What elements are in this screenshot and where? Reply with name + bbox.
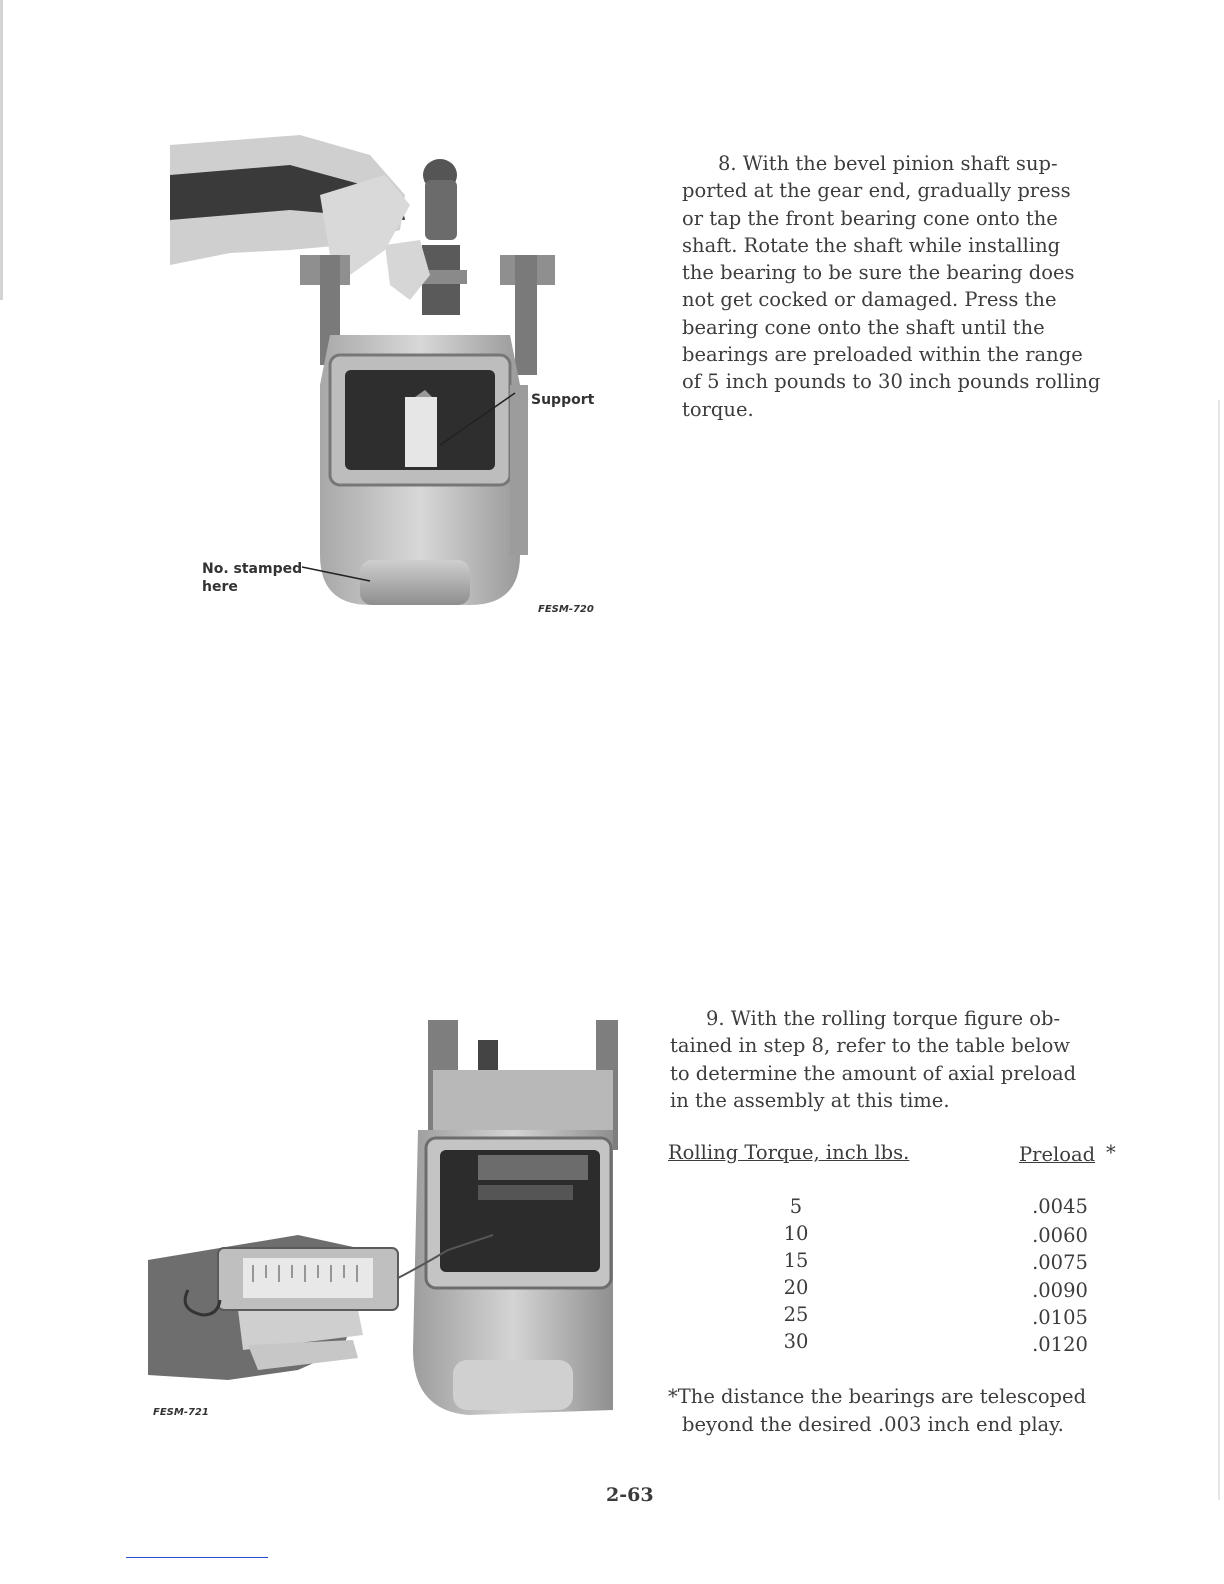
preload-cell: .0045 (1032, 1195, 1088, 1218)
page-edge-shadow (0, 0, 3, 300)
bottom-rule (126, 1557, 268, 1558)
step-8-line: shaft. Rotate the shaft while installing (682, 233, 1061, 257)
figure-code-fesm-721: FESM-721 (153, 1407, 209, 1418)
page-number: 2-63 (606, 1484, 654, 1506)
step-8-line: 8. With the bevel pinion shaft sup- (718, 152, 1058, 175)
footnote-line-2: beyond the desired .003 inch end play. (682, 1412, 1064, 1436)
step-9-paragraph (670, 1005, 1140, 1114)
preload-cell: .0105 (1032, 1306, 1088, 1329)
step-9-line: 9. With the rolling torque figure ob- (706, 1007, 1061, 1030)
step-8-line: bearings are preloaded within the range (682, 343, 1083, 367)
step-9-line: tained in step 8, refer to the table below (670, 1034, 1070, 1058)
step-9-line: to determine the amount of axial preload (670, 1061, 1077, 1085)
step-8-line: ported at the gear end, gradually press (682, 179, 1071, 203)
label-no-stamped: No. stamped (202, 561, 303, 577)
header-preload: Preload (1019, 1143, 1096, 1166)
preload-cell: .0120 (1032, 1333, 1088, 1356)
figure-fesm-721 (148, 1010, 623, 1430)
figure-fesm-720-photo (170, 135, 610, 625)
preload-cell: .0060 (1032, 1224, 1088, 1247)
figure-code-fesm-720: FESM-720 (538, 604, 594, 615)
torque-cell: 10 (783, 1222, 809, 1245)
step-8-line: torque. (682, 397, 754, 421)
step-8-paragraph (682, 150, 1152, 423)
torque-cell: 30 (783, 1330, 809, 1353)
step-8-line: bearing cone onto the shaft until the (682, 315, 1045, 339)
torque-cell: 5 (789, 1195, 803, 1218)
step-8-line: of 5 inch pounds to 30 inch pounds rolling (682, 370, 1101, 394)
step-8-line: the bearing to be sure the bearing does (682, 261, 1075, 285)
figure-fesm-721-photo (148, 1010, 623, 1430)
footnote (668, 1383, 1168, 1438)
header-rolling-torque: Rolling Torque, inch lbs. (668, 1141, 910, 1164)
torque-cell: 20 (783, 1276, 809, 1299)
page-edge-shadow-right (1218, 400, 1220, 1500)
step-8-line: not get cocked or damaged. Press the (682, 288, 1057, 312)
header-preload-asterisk: * (1106, 1141, 1116, 1164)
label-support: Support (531, 392, 595, 408)
figure-fesm-720 (170, 135, 610, 625)
step-9-line: in the assembly at this time. (670, 1088, 950, 1112)
step-8-line: or tap the front bearing cone onto the (682, 206, 1058, 230)
torque-cell: 25 (783, 1303, 809, 1326)
footnote-line-1: *The distance the bearings are telescoped (668, 1385, 1087, 1408)
label-here: here (202, 579, 238, 595)
preload-cell: .0090 (1032, 1279, 1088, 1302)
preload-cell: .0075 (1032, 1251, 1088, 1274)
torque-cell: 15 (783, 1249, 809, 1272)
